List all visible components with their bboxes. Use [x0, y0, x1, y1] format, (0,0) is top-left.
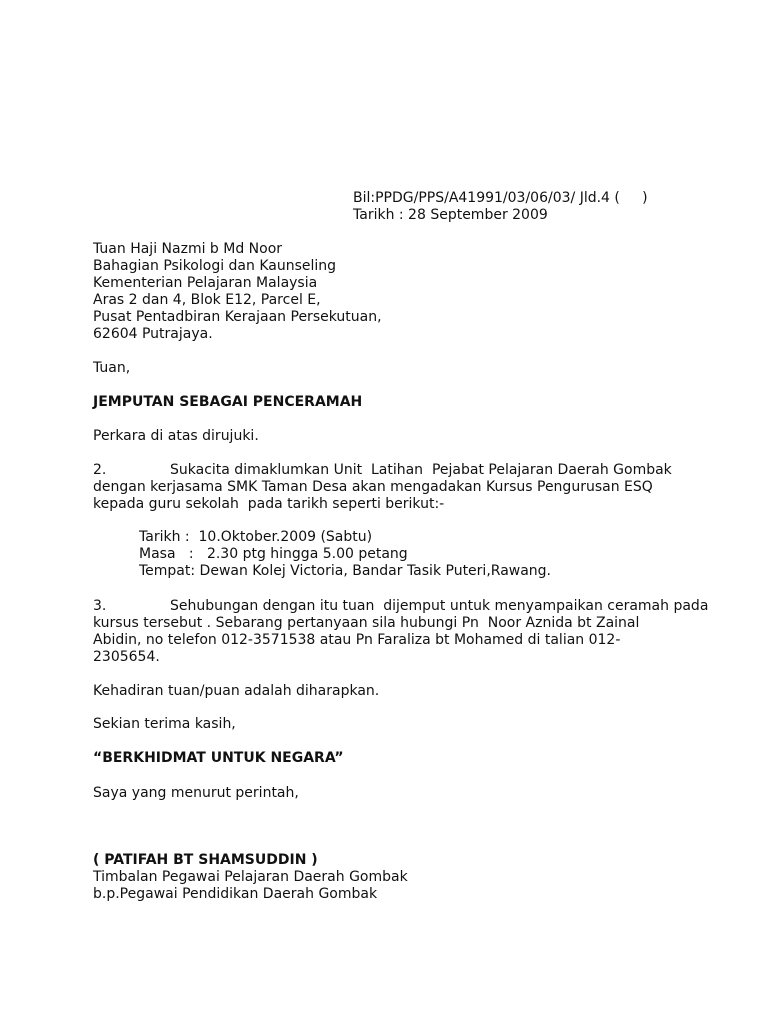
signatory-title: b.p.Pegawai Pendidikan Daerah Gombak — [93, 886, 378, 902]
recipient-line: Pusat Pentadbiran Kerajaan Persekutuan, — [93, 309, 382, 325]
detail-time: Masa : 2.30 ptg hingga 5.00 petang — [139, 546, 408, 562]
attendance-note: Kehadiran tuan/puan adalah diharapkan. — [93, 683, 380, 699]
paragraph-text: dengan kerjasama SMK Taman Desa akan mengadakan Kursus Pengurusan ESQ — [93, 479, 653, 495]
reference-number: Bil:PPDG/PPS/A41991/03/06/03/ Jld.4 ( ) — [353, 190, 648, 206]
recipient-line: 62604 Putrajaya. — [93, 326, 213, 342]
subject-heading: JEMPUTAN SEBAGAI PENCERAMAH — [93, 394, 363, 410]
paragraph-text: kursus tersebut . Sebarang pertanyaan sila hubungi Pn Noor Aznida bt Zainal — [93, 615, 640, 631]
signatory-name: ( PATIFAH BT SHAMSUDDIN ) — [93, 852, 318, 868]
paragraph-text: Sukacita dimaklumkan Unit Latihan Pejabat Pelajaran Daerah Gombak — [170, 462, 672, 478]
intro-text: Perkara di atas dirujuki. — [93, 428, 259, 444]
detail-date: Tarikh : 10.Oktober.2009 (Sabtu) — [139, 529, 373, 545]
reference-date: Tarikh : 28 September 2009 — [353, 207, 548, 223]
paragraph-text: kepada guru sekolah pada tarikh seperti berikut:- — [93, 496, 445, 512]
paragraph-text: 2305654. — [93, 649, 160, 665]
paragraph-number: 2. — [93, 462, 107, 478]
paragraph-text: Sehubungan dengan itu tuan dijemput untuk menyampaikan ceramah pada — [170, 598, 709, 614]
recipient-line: Tuan Haji Nazmi b Md Noor — [93, 241, 283, 257]
paragraph-number: 3. — [93, 598, 107, 614]
salutation: Tuan, — [93, 360, 131, 376]
recipient-line: Aras 2 dan 4, Blok E12, Parcel E, — [93, 292, 321, 308]
paragraph-text: Abidin, no telefon 012-3571538 atau Pn Faraliza bt Mohamed di talian 012- — [93, 632, 621, 648]
recipient-line: Bahagian Psikologi dan Kaunseling — [93, 258, 337, 274]
recipient-line: Kementerian Pelajaran Malaysia — [93, 275, 318, 291]
yours-faithfully: Saya yang menurut perintah, — [93, 785, 299, 801]
signatory-title: Timbalan Pegawai Pelajaran Daerah Gombak — [93, 869, 408, 885]
motto: “BERKHIDMAT UNTUK NEGARA” — [93, 750, 344, 766]
detail-venue: Tempat: Dewan Kolej Victoria, Bandar Tasik Puteri,Rawang. — [139, 563, 552, 579]
closing-text: Sekian terima kasih, — [93, 716, 236, 732]
